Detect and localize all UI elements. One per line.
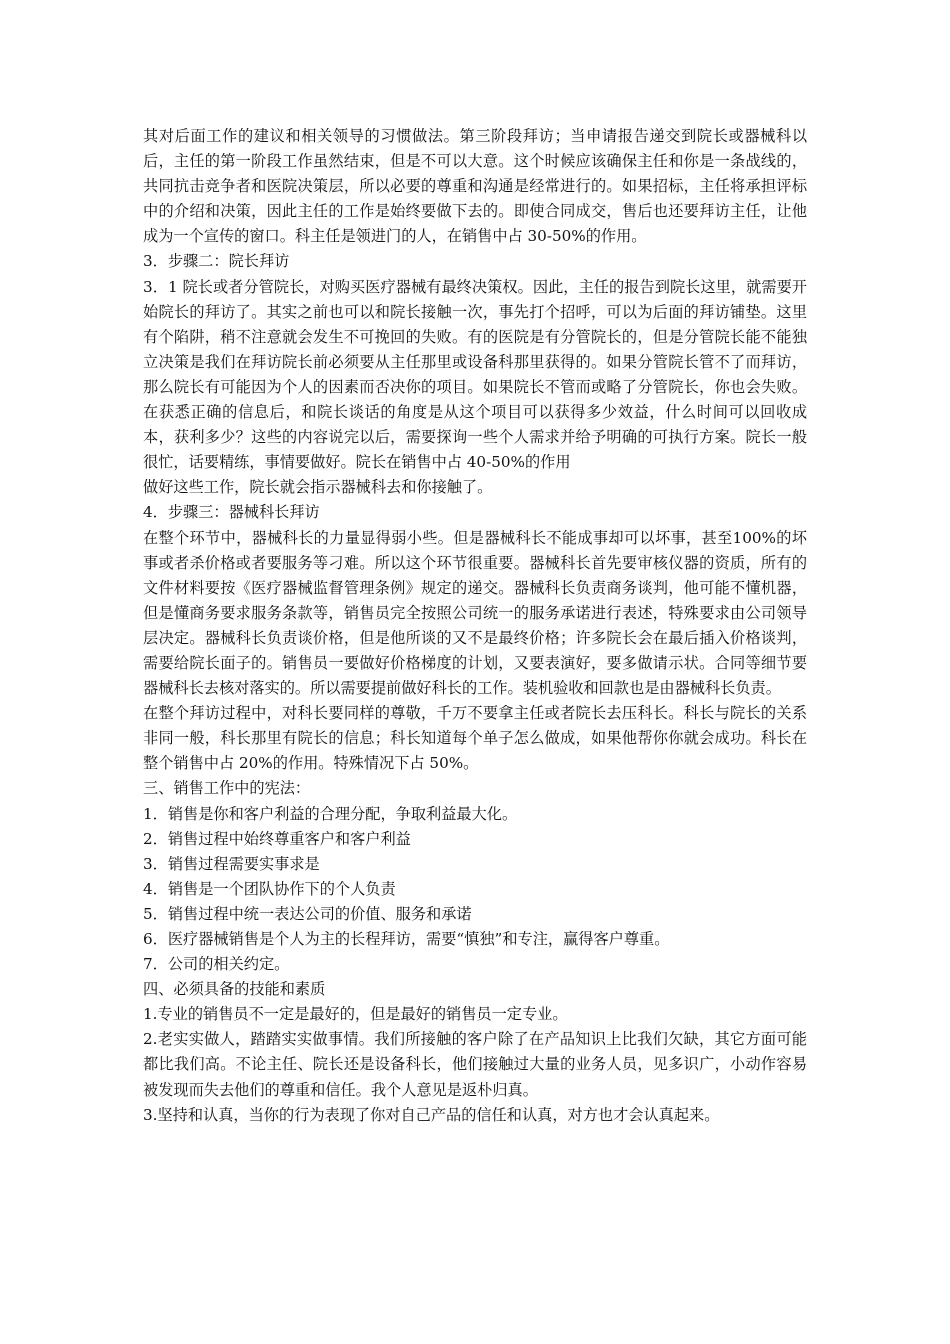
- list-item-constitution-5: 5．销售过程中统一表达公司的价值、服务和承诺: [143, 904, 472, 923]
- paragraph-respect-chief: 在整个拜访过程中，对科长要同样的尊敬，千万不要拿主任或者院长去压科长。科长与院长的关系非同一般，科长那里有院长的信息；科长知道每个单子怎么做成，如果他帮你你就会成功。科长在整个销售中占 20%的作用。特殊情况下占 50%。: [143, 704, 807, 773]
- list-item-skill-2: 2.老实实做人，踏踏实实做事情。我们所接触的客户除了在产品知识上比我们欠缺，其它方面可能都比我们高。不论主任、院长还是设备科长，他们接触过大量的业务人员，见多识广，小动作容易被发现而失去他们的尊重和信任。我个人意见是返朴归真。: [143, 1030, 807, 1099]
- list-item-constitution-7: 7．公司的相关约定。: [143, 955, 290, 974]
- heading-skills-qualities: 四、必须具备的技能和素质: [143, 980, 326, 999]
- heading-step3-equipment-chief: 4．步骤三：器械科长拜访: [143, 503, 320, 522]
- list-item-skill-3: 3.坚持和认真，当你的行为表现了你对自己产品的信任和认真，对方也才会认真起来。: [143, 1105, 720, 1124]
- list-item-constitution-4: 4．销售是一个团队协作下的个人负责: [143, 879, 396, 898]
- list-item-constitution-6: 6．医疗器械销售是个人为主的长程拜访，需要“慎独”和专注，赢得客户尊重。: [143, 930, 670, 948]
- heading-step2-dean-visit: 3．步骤二：院长拜访: [143, 252, 290, 271]
- paragraph-section2-end: 其对后面工作的建议和相关领导的习惯做法。第三阶段拜访；当申请报告递交到院长或器械科以后，主任的第一阶段工作虽然结束，但是不可以大意。这个时候应该确保主任和你是一条战线的，共同抗击竞争者和医院决策层，所以必要的尊重和沟通是经常进行的。如果招标，主任将承担评标中的介绍和决策，因此主任的工作是始终要做下去的。即使合同成交，售后也还要拜访主任，让他成为一个宣传的窗口。科主任是领进门的人，在销售中占 30-50%的作用。: [143, 127, 807, 246]
- list-item-skill-1: 1.专业的销售员不一定是最好的，但是最好的销售员一定专业。: [143, 1005, 568, 1024]
- list-item-constitution-3: 3．销售过程需要实事求是: [143, 854, 320, 873]
- paragraph-equipment-chief-role: 在整个环节中，器械科长的力量显得弱小些。但是器械科长不能成事却可以坏事，甚至100%的坏事或者杀价格或者要服务等刁难。所以这个环节很重要。器械科长首先要审核仪器的资质，所有的文件材料要按《医疗器械监督管理条例》规定的递交。器械科长负责商务谈判，他可能不懂机器，但是懂商务要求服务条款等，销售员完全按照公司统一的服务承诺进行表述，特殊要求由公司领导层决定。器械科长负责谈价格，但是他所谈的又不是最终价格；许多院长会在最后插入价格谈判，需要给院长面子的。销售员一要做好价格梯度的计划，又要表演好，要多做请示状。合同等细节要器械科长去核对落实的。所以需要提前做好科长的工作。装机验收和回款也是由器械科长负责。: [143, 528, 807, 698]
- document-page: [143, 124, 807, 1128]
- paragraph-dean-instructs: 做好这些工作，院长就会指示器械科去和你接触了。: [143, 478, 493, 497]
- list-item-constitution-1: 1．销售是你和客户利益的合理分配，争取利益最大化。: [143, 804, 518, 823]
- list-item-constitution-2: 2．销售过程中始终尊重客户和客户利益: [143, 829, 411, 848]
- heading-sales-constitution: 三、销售工作中的宪法：: [143, 779, 311, 798]
- paragraph-dean-decision: 3．1 院长或者分管院长，对购买医疗器械有最终决策权。因此，主任的报告到院长这里，就需要开始院长的拜访了。其实之前也可以和院长接触一次，事先打个招呼，可以为后面的拜访铺垫。这里有个陷阱，稍不注意就会发生不可挽回的失败。有的医院是有分管院长的，但是分管院长能不能独立决策是我们在拜访院长前必须要从主任那里或设备科那里获得的。如果分管院长管不了而拜访，那么院长有可能因为个人的因素而否决你的项目。如果院长不管而或略了分管院长，你也会失败。在获悉正确的信息后，和院长谈话的角度是从这个项目可以获得多少效益，什么时间可以回收成本，获利多少？这些的内容说完以后，需要探询一些个人需求并给予明确的可执行方案。院长一般很忙，话要精练，事情要做好。院长在销售中占 40-50%的作用: [143, 277, 807, 472]
